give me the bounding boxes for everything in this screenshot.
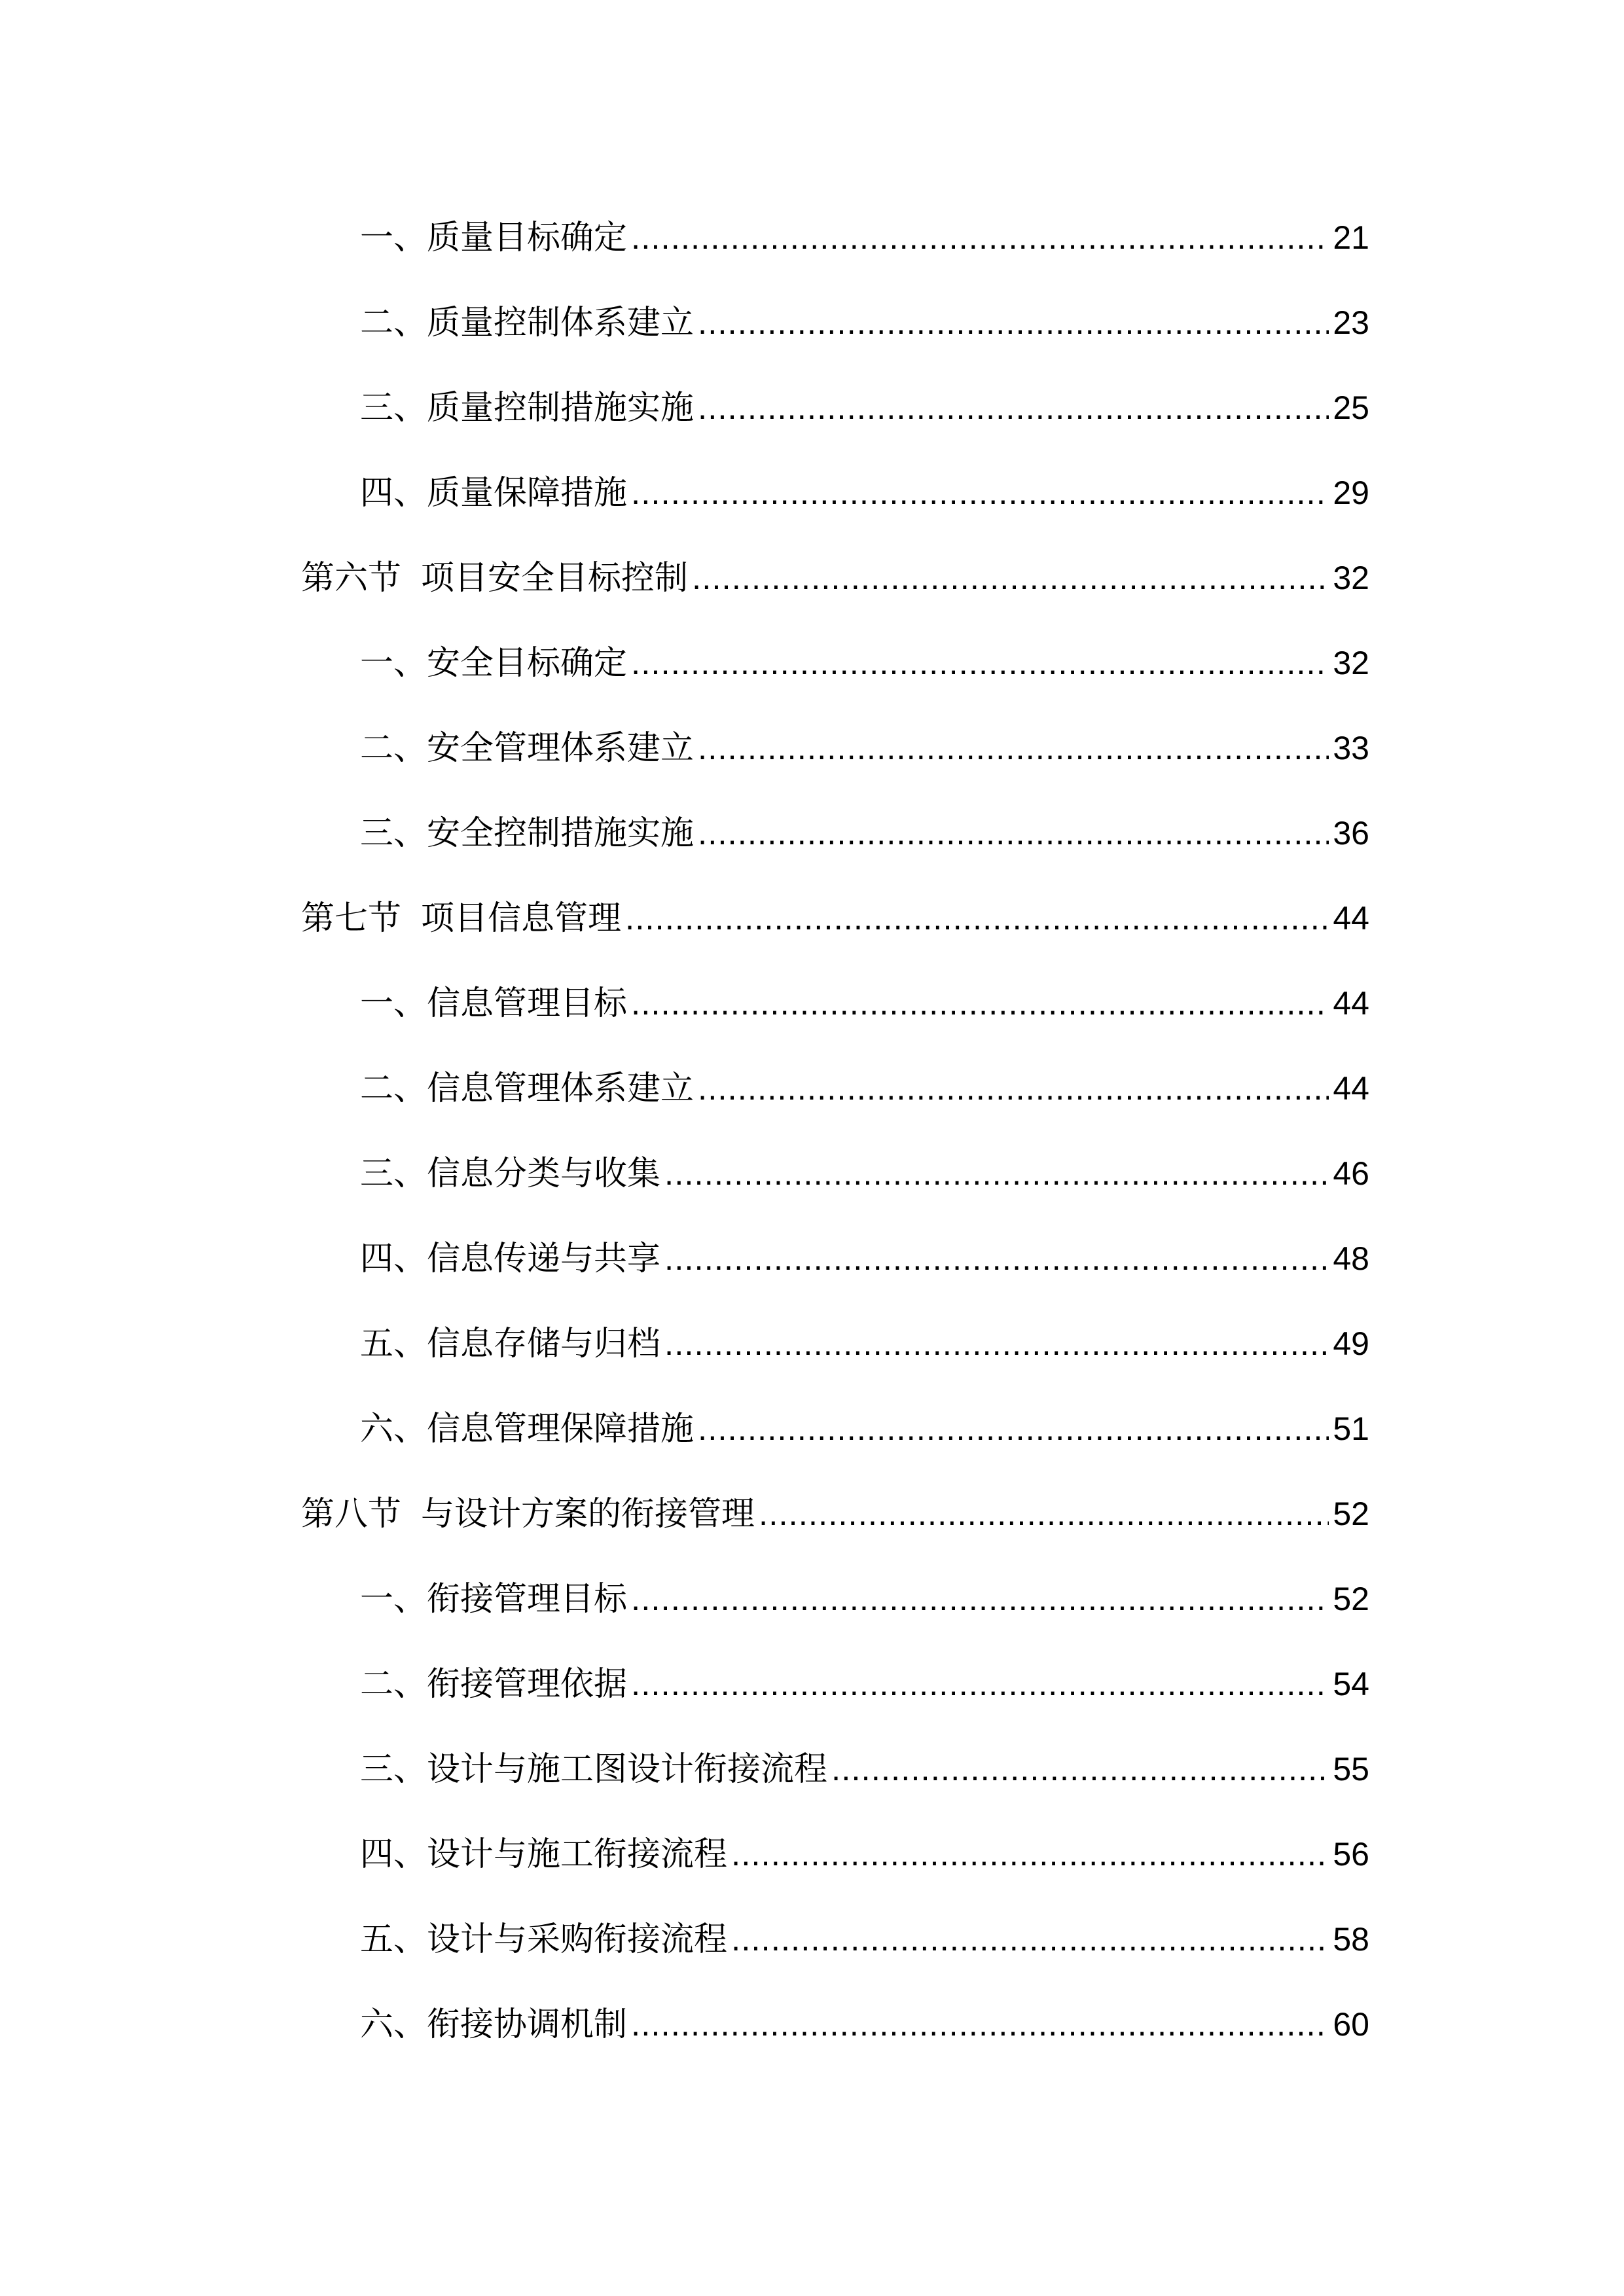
- toc-entry[interactable]: [301, 1662, 1369, 1748]
- toc-section-entry[interactable]: [301, 897, 1369, 982]
- dot-leader: [664, 1152, 1329, 1195]
- toc-page-number: 33: [1333, 730, 1369, 766]
- toc-page-number: 32: [1333, 645, 1369, 681]
- toc-entry-title: 衔接协调机制: [427, 2005, 628, 2044]
- toc-page-number: 54: [1333, 1666, 1369, 1702]
- dot-leader: [625, 897, 1329, 940]
- toc-entry-title: 信息管理目标: [427, 984, 628, 1023]
- toc-page-number: 56: [1333, 1836, 1369, 1873]
- dot-leader: [698, 301, 1329, 344]
- toc-page-number: 58: [1333, 1921, 1369, 1958]
- dot-leader: [698, 386, 1329, 429]
- toc-entry[interactable]: [301, 1918, 1369, 2003]
- toc-entry-number: 四、: [360, 1835, 427, 1874]
- toc-entry-title: 信息存储与归档: [427, 1325, 661, 1363]
- dot-leader: [698, 1067, 1329, 1110]
- toc-entry-title: 信息分类与收集: [427, 1155, 661, 1193]
- toc-page-number: 51: [1333, 1410, 1369, 1447]
- toc-page-number: 29: [1333, 475, 1369, 511]
- toc-entry-number: 六、: [360, 1410, 427, 1448]
- toc-entry-title: 信息管理体系建立: [427, 1069, 695, 1108]
- toc-entry[interactable]: [301, 301, 1369, 386]
- dot-leader: [664, 1322, 1329, 1365]
- toc-page-number: 23: [1333, 304, 1369, 341]
- toc-page-number: 52: [1333, 1496, 1369, 1532]
- toc-entry[interactable]: [301, 641, 1369, 726]
- toc-entry-title: 信息管理保障措施: [427, 1410, 695, 1448]
- toc-entry-title: 安全目标确定: [427, 644, 628, 683]
- toc-section-title: 项目信息管理: [421, 899, 622, 938]
- toc-section-number: 第八节: [301, 1495, 402, 1534]
- toc-page-number: 48: [1333, 1240, 1369, 1277]
- toc-entry[interactable]: [301, 982, 1369, 1067]
- toc-entry-title: 设计与施工衔接流程: [427, 1835, 728, 1874]
- toc-section-entry[interactable]: [301, 556, 1369, 641]
- toc-section-number: 第六节: [301, 559, 402, 598]
- toc-entry[interactable]: [301, 1833, 1369, 1918]
- toc-entry[interactable]: [301, 216, 1369, 301]
- toc-page-number: 60: [1333, 2006, 1369, 2043]
- toc-page-number: 36: [1333, 815, 1369, 852]
- toc-entry[interactable]: [301, 386, 1369, 471]
- dot-leader: [698, 1407, 1329, 1450]
- toc-entry-number: 一、: [360, 219, 427, 257]
- toc-page-number: 21: [1333, 219, 1369, 256]
- toc-entry-number: 四、: [360, 1240, 427, 1278]
- toc-entry-title: 衔接管理依据: [427, 1665, 628, 1704]
- dot-leader: [631, 2003, 1329, 2046]
- toc-page-number: 44: [1333, 900, 1369, 937]
- toc-entry-title: 质量控制措施实施: [427, 389, 695, 427]
- toc-entry[interactable]: [301, 1748, 1369, 1833]
- toc-entry-number: 五、: [360, 1920, 427, 1959]
- toc-entry[interactable]: [301, 726, 1369, 812]
- dot-leader: [631, 1577, 1329, 1621]
- toc-entry[interactable]: [301, 471, 1369, 556]
- toc-page-number: 49: [1333, 1325, 1369, 1362]
- dot-leader: [631, 1662, 1329, 1706]
- table-of-contents: [301, 216, 1369, 2088]
- toc-entry-number: 一、: [360, 984, 427, 1023]
- toc-page-number: 44: [1333, 985, 1369, 1022]
- toc-page-number: 52: [1333, 1581, 1369, 1617]
- toc-page-number: 46: [1333, 1155, 1369, 1192]
- dot-leader: [631, 641, 1329, 685]
- toc-entry-title: 安全管理体系建立: [427, 729, 695, 768]
- toc-entry[interactable]: [301, 1577, 1369, 1662]
- toc-entry-title: 信息传递与共享: [427, 1240, 661, 1278]
- dot-leader: [664, 1237, 1329, 1280]
- toc-entry-title: 质量目标确定: [427, 219, 628, 257]
- dot-leader: [831, 1748, 1329, 1791]
- toc-entry-number: 四、: [360, 474, 427, 512]
- toc-entry-number: 二、: [360, 729, 427, 768]
- toc-entry[interactable]: [301, 2003, 1369, 2088]
- toc-entry-number: 二、: [360, 304, 427, 342]
- toc-page-number: 32: [1333, 560, 1369, 596]
- dot-leader: [731, 1918, 1329, 1961]
- toc-entry-number: 五、: [360, 1325, 427, 1363]
- toc-entry-number: 三、: [360, 1750, 427, 1789]
- toc-page-number: 25: [1333, 389, 1369, 426]
- dot-leader: [698, 812, 1329, 855]
- toc-section-number: 第七节: [301, 899, 402, 938]
- dot-leader: [631, 216, 1329, 259]
- toc-entry-number: 三、: [360, 389, 427, 427]
- dot-leader: [698, 726, 1329, 770]
- toc-entry-title: 设计与施工图设计衔接流程: [427, 1750, 828, 1789]
- toc-entry-title: 衔接管理目标: [427, 1580, 628, 1619]
- toc-entry[interactable]: [301, 812, 1369, 897]
- dot-leader: [759, 1492, 1329, 1535]
- toc-entry-title: 安全控制措施实施: [427, 814, 695, 853]
- dot-leader: [631, 471, 1329, 514]
- toc-entry-number: 二、: [360, 1665, 427, 1704]
- toc-entry[interactable]: [301, 1322, 1369, 1407]
- toc-entry-number: 一、: [360, 1580, 427, 1619]
- toc-entry[interactable]: [301, 1067, 1369, 1152]
- toc-entry[interactable]: [301, 1407, 1369, 1492]
- toc-page-number: 44: [1333, 1070, 1369, 1107]
- toc-section-title: 项目安全目标控制: [421, 559, 689, 598]
- toc-section-entry[interactable]: [301, 1492, 1369, 1577]
- toc-entry-title: 设计与采购衔接流程: [427, 1920, 728, 1959]
- toc-entry-number: 三、: [360, 814, 427, 853]
- toc-entry-number: 一、: [360, 644, 427, 683]
- dot-leader: [692, 556, 1329, 600]
- toc-section-title: 与设计方案的衔接管理: [421, 1495, 755, 1534]
- toc-entry[interactable]: [301, 1237, 1369, 1322]
- toc-entry-title: 质量保障措施: [427, 474, 628, 512]
- toc-entry-number: 六、: [360, 2005, 427, 2044]
- dot-leader: [631, 982, 1329, 1025]
- toc-entry-title: 质量控制体系建立: [427, 304, 695, 342]
- toc-entry-number: 三、: [360, 1155, 427, 1193]
- toc-page-number: 55: [1333, 1751, 1369, 1787]
- toc-entry[interactable]: [301, 1152, 1369, 1237]
- toc-entry-number: 二、: [360, 1069, 427, 1108]
- dot-leader: [731, 1833, 1329, 1876]
